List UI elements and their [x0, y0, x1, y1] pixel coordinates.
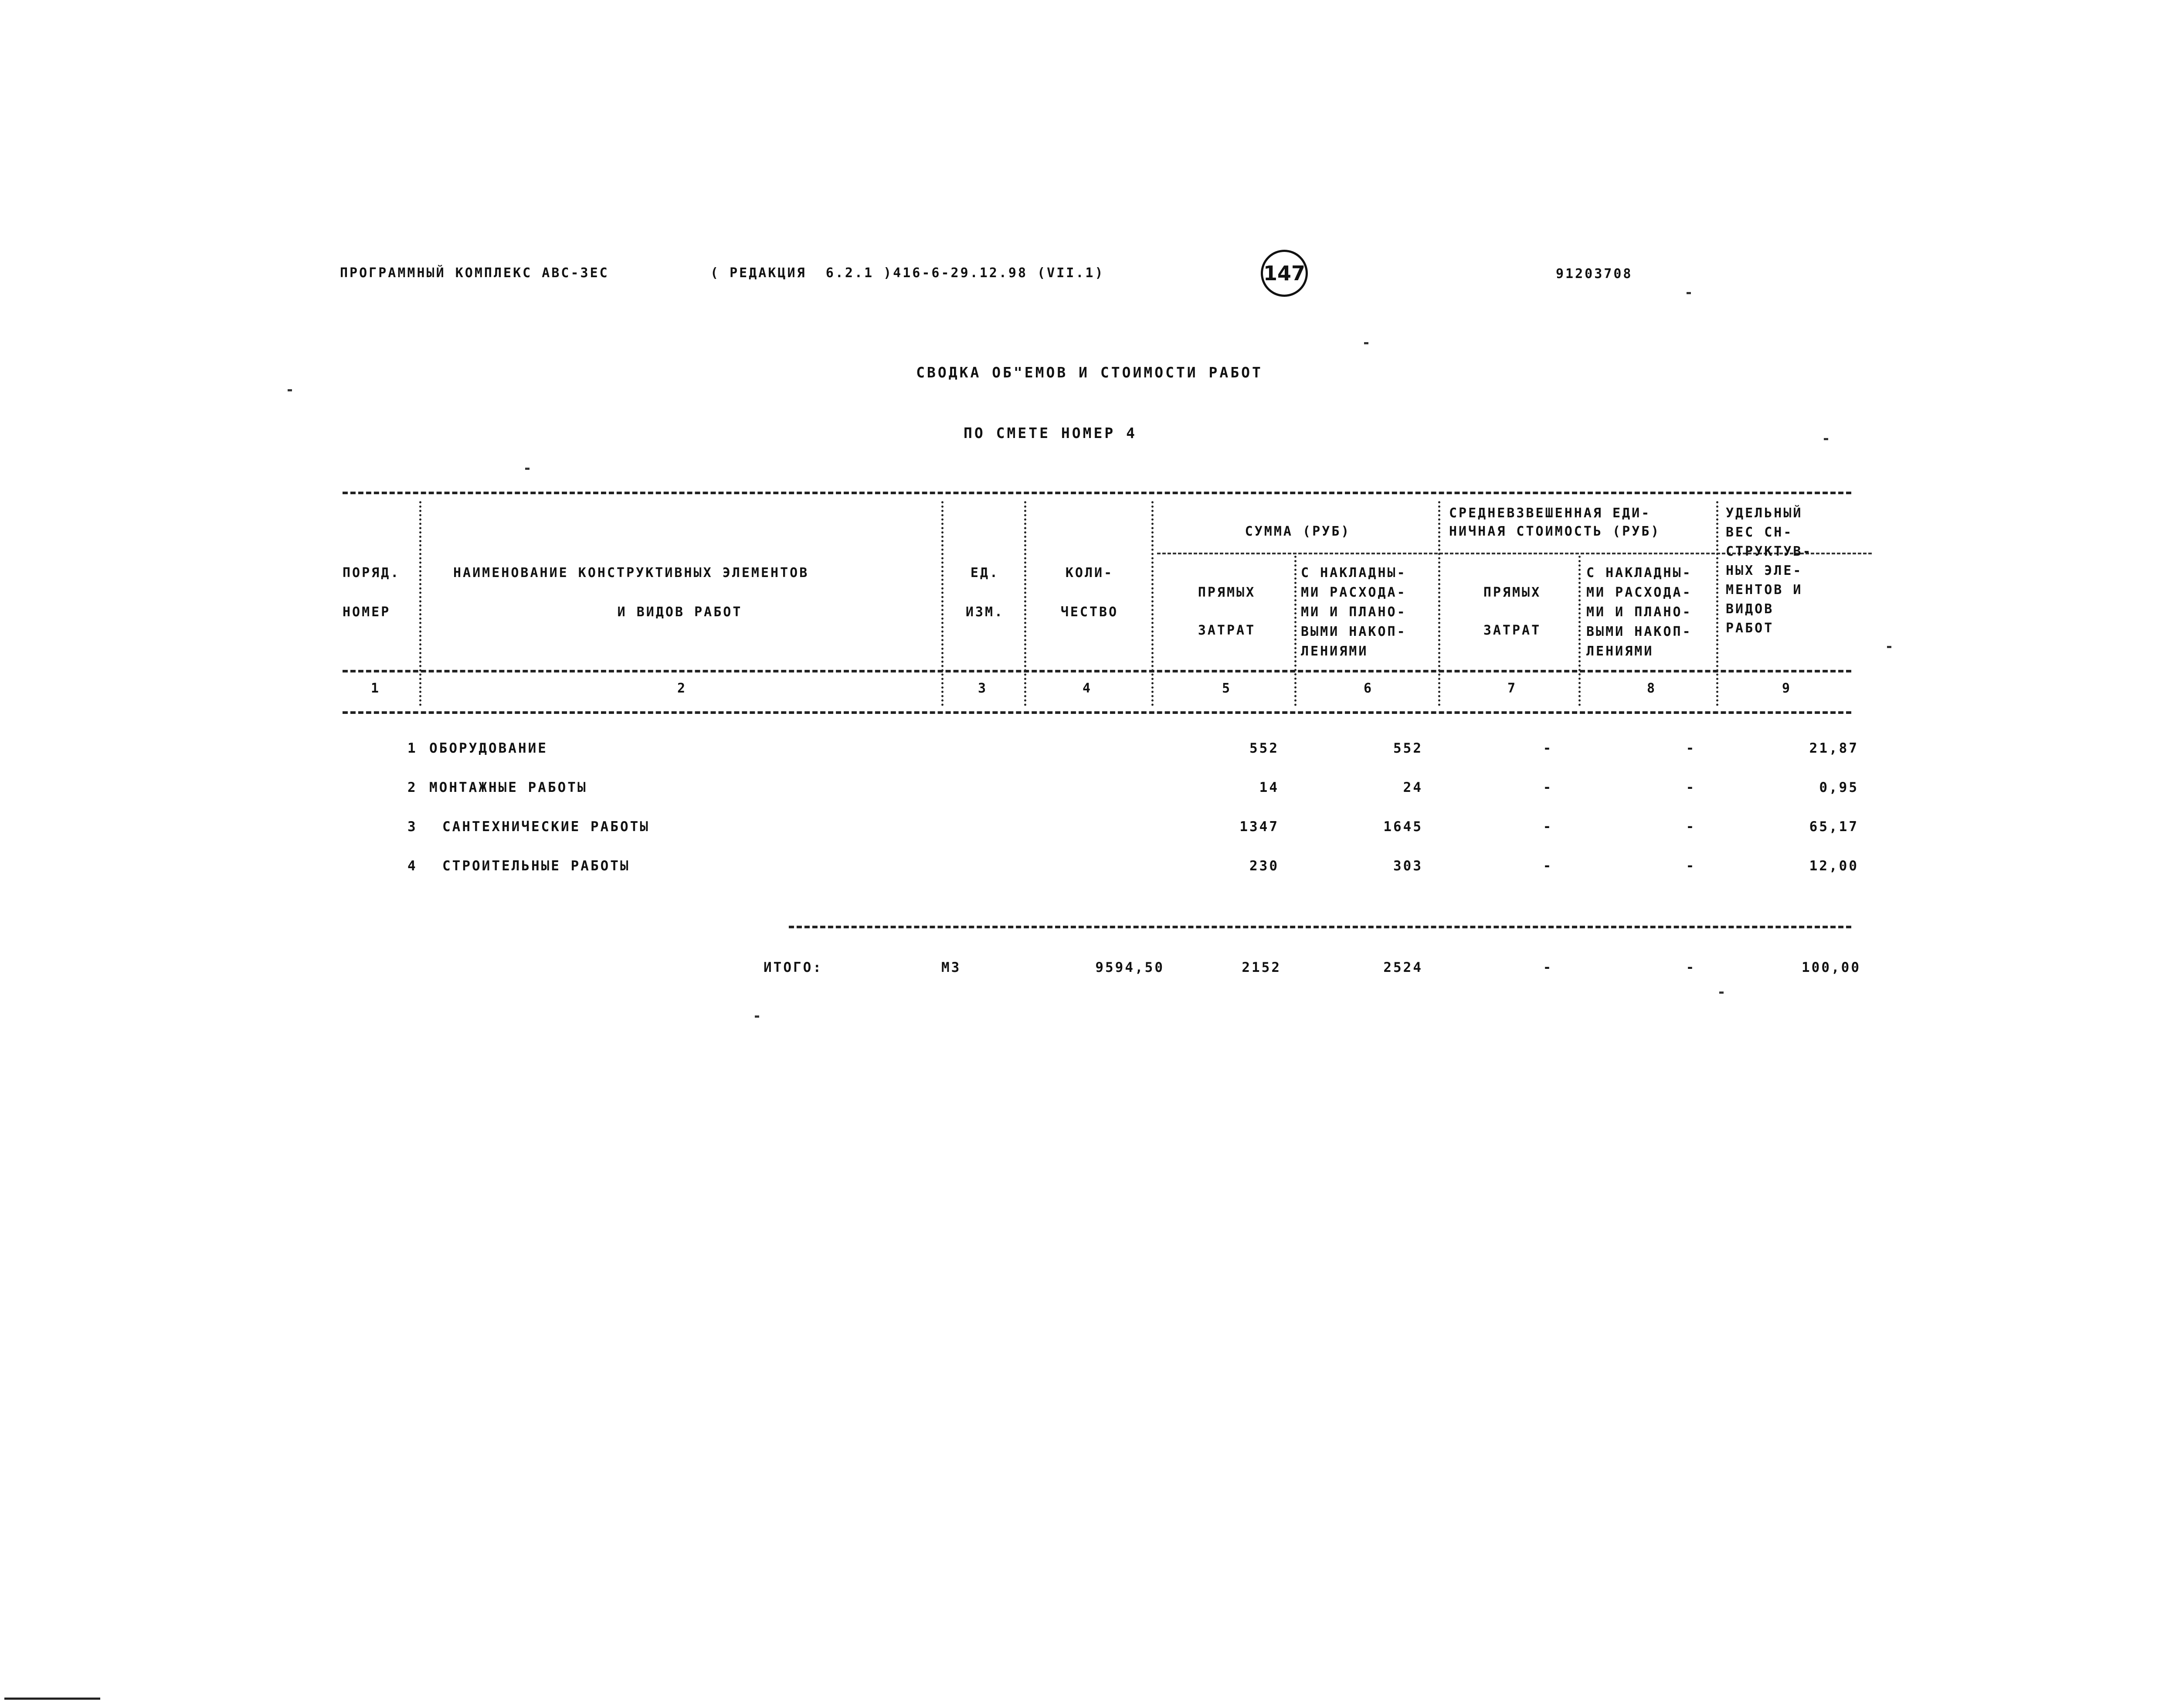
- col9-header: УДЕЛЬНЫЙ: [1726, 506, 1803, 521]
- col9-header: НЫХ ЭЛЕ-: [1726, 563, 1803, 578]
- scan-speck: [1719, 992, 1724, 994]
- col8-header: ВЫМИ НАКОП-: [1586, 624, 1692, 639]
- col6-header: ЛЕНИЯМИ: [1301, 644, 1368, 659]
- row-number: 1: [407, 740, 417, 756]
- row-direct-cost: 230: [1249, 858, 1279, 874]
- row-direct-cost: 14: [1259, 780, 1279, 795]
- col7-header: ЗАТРАТ: [1483, 623, 1541, 638]
- total-rule: [789, 926, 1851, 928]
- column-number: 8: [1646, 681, 1657, 696]
- col9-header: ВЕС СН-: [1726, 525, 1793, 540]
- col6-header: ВЫМИ НАКОП-: [1301, 624, 1407, 639]
- row-number: 4: [407, 858, 417, 874]
- col-separator: [941, 501, 944, 706]
- row-share: 12,00: [1809, 858, 1859, 874]
- col6-header: МИ И ПЛАНО-: [1301, 604, 1407, 620]
- row-share: 0,95: [1819, 780, 1859, 795]
- col9-header: МЕНТОВ И: [1726, 582, 1803, 598]
- scan-speck: [1364, 342, 1368, 344]
- col-separator: [1294, 556, 1297, 706]
- page-number: 147: [1263, 261, 1306, 285]
- col8-header: ЛЕНИЯМИ: [1586, 644, 1654, 659]
- total-label: ИТОГО:: [764, 960, 823, 975]
- footer-rule: [4, 1698, 100, 1700]
- row-avg-overhead: -: [1686, 740, 1696, 756]
- col6-header: С НАКЛАДНЫ-: [1301, 565, 1407, 581]
- row-name: ОБОРУДОВАНИЕ: [429, 740, 548, 756]
- row-avg-direct: -: [1543, 740, 1553, 756]
- col8-header: МИ И ПЛАНО-: [1586, 604, 1692, 620]
- report-subtitle: ПО СМЕТЕ НОМЕР 4: [964, 424, 1137, 441]
- scan-speck: [288, 389, 292, 391]
- row-avg-direct: -: [1543, 819, 1553, 835]
- col1-header: НОМЕР: [343, 604, 391, 620]
- row-overhead-cost: 24: [1403, 780, 1423, 795]
- scan-speck: [755, 1015, 759, 1018]
- total-quantity: 9594,50: [1095, 960, 1164, 975]
- column-number: 4: [1082, 681, 1093, 696]
- row-direct-cost: 1347: [1239, 819, 1279, 835]
- scan-speck: [1824, 438, 1828, 440]
- total-avg-overhead: -: [1686, 960, 1696, 975]
- sum-group-header: СУММА (РУБ): [1245, 524, 1351, 539]
- col2-header: И ВИДОВ РАБОТ: [617, 604, 743, 620]
- col9-header: ВИДОВ: [1726, 601, 1774, 617]
- total-share: 100,00: [1802, 960, 1861, 975]
- scan-speck: [1687, 292, 1691, 294]
- column-number: 5: [1222, 681, 1232, 696]
- col-separator: [419, 501, 421, 706]
- row-direct-cost: 552: [1249, 740, 1279, 756]
- total-direct-cost: 2152: [1242, 960, 1281, 975]
- row-name: МОНТАЖНЫЕ РАБОТЫ: [429, 780, 587, 795]
- row-overhead-cost: 303: [1393, 858, 1423, 874]
- col3-header: ЕД.: [970, 565, 1000, 581]
- col-separator: [1716, 501, 1718, 706]
- edition-info: ( РЕДАКЦИЯ 6.2.1 )416-6-29.12.98 (VII.1): [710, 265, 1105, 281]
- row-overhead-cost: 552: [1393, 740, 1423, 756]
- table-top-rule: [343, 492, 1851, 494]
- row-avg-overhead: -: [1686, 819, 1696, 835]
- column-number: 6: [1363, 681, 1374, 696]
- page-number-stamp: [1261, 250, 1308, 297]
- row-number: 3: [407, 819, 417, 835]
- column-number: 3: [977, 681, 988, 696]
- col-separator: [1024, 501, 1026, 706]
- col8-header: С НАКЛАДНЫ-: [1586, 565, 1692, 581]
- column-numbers-rule: [343, 711, 1851, 714]
- col3-header: ИЗМ.: [965, 604, 1005, 620]
- document-code: 91203708: [1556, 266, 1633, 282]
- col-separator: [1578, 556, 1581, 706]
- row-avg-direct: -: [1543, 780, 1553, 795]
- row-name: САНТЕХНИЧЕСКИЕ РАБОТЫ: [442, 819, 650, 835]
- row-share: 65,17: [1809, 819, 1859, 835]
- report-title: СВОДКА ОБ"ЕМОВ И СТОИМОСТИ РАБОТ: [916, 364, 1263, 381]
- avg-group-header: СРЕДНЕВЗВЕШЕННАЯ ЕДИ-: [1449, 506, 1651, 521]
- row-overhead-cost: 1645: [1383, 819, 1423, 835]
- col1-header: ПОРЯД.: [343, 565, 401, 581]
- row-share: 21,87: [1809, 740, 1859, 756]
- col5-header: ПРЯМЫХ: [1198, 585, 1256, 600]
- scan-speck: [1887, 646, 1891, 648]
- column-number: 9: [1782, 681, 1792, 696]
- col4-header: ЧЕСТВО: [1060, 604, 1119, 620]
- col-separator: [1151, 501, 1154, 706]
- col7-header: ПРЯМЫХ: [1483, 585, 1541, 600]
- col2-header: НАИМЕНОВАНИЕ КОНСТРУКТИВНЫХ ЭЛЕМЕНТОВ: [453, 565, 809, 581]
- total-avg-direct: -: [1543, 960, 1553, 975]
- col6-header: МИ РАСХОДА-: [1301, 585, 1407, 600]
- col5-header: ЗАТРАТ: [1198, 623, 1256, 638]
- row-avg-overhead: -: [1686, 780, 1696, 795]
- total-unit: М3: [941, 960, 961, 975]
- row-number: 2: [407, 780, 417, 795]
- column-number: 1: [370, 681, 381, 696]
- col4-header: КОЛИ-: [1065, 565, 1114, 581]
- col-separator: [1438, 501, 1440, 706]
- scan-speck: [525, 468, 529, 470]
- column-number: 2: [677, 681, 687, 696]
- row-name: СТРОИТЕЛЬНЫЕ РАБОТЫ: [442, 858, 630, 874]
- row-avg-direct: -: [1543, 858, 1553, 874]
- col9-header: СТРУКТУВ-: [1726, 544, 1812, 559]
- col9-header: РАБОТ: [1726, 621, 1774, 636]
- total-overhead-cost: 2524: [1383, 960, 1423, 975]
- column-number: 7: [1507, 681, 1517, 696]
- program-name: ПРОГРАММНЫЙ КОМПЛЕКС АВС-3ЕС: [340, 265, 609, 281]
- row-avg-overhead: -: [1686, 858, 1696, 874]
- avg-group-header: НИЧНАЯ СТОИМОСТЬ (РУБ): [1449, 524, 1661, 539]
- col8-header: МИ РАСХОДА-: [1586, 585, 1692, 600]
- header-bottom-rule: [343, 670, 1851, 672]
